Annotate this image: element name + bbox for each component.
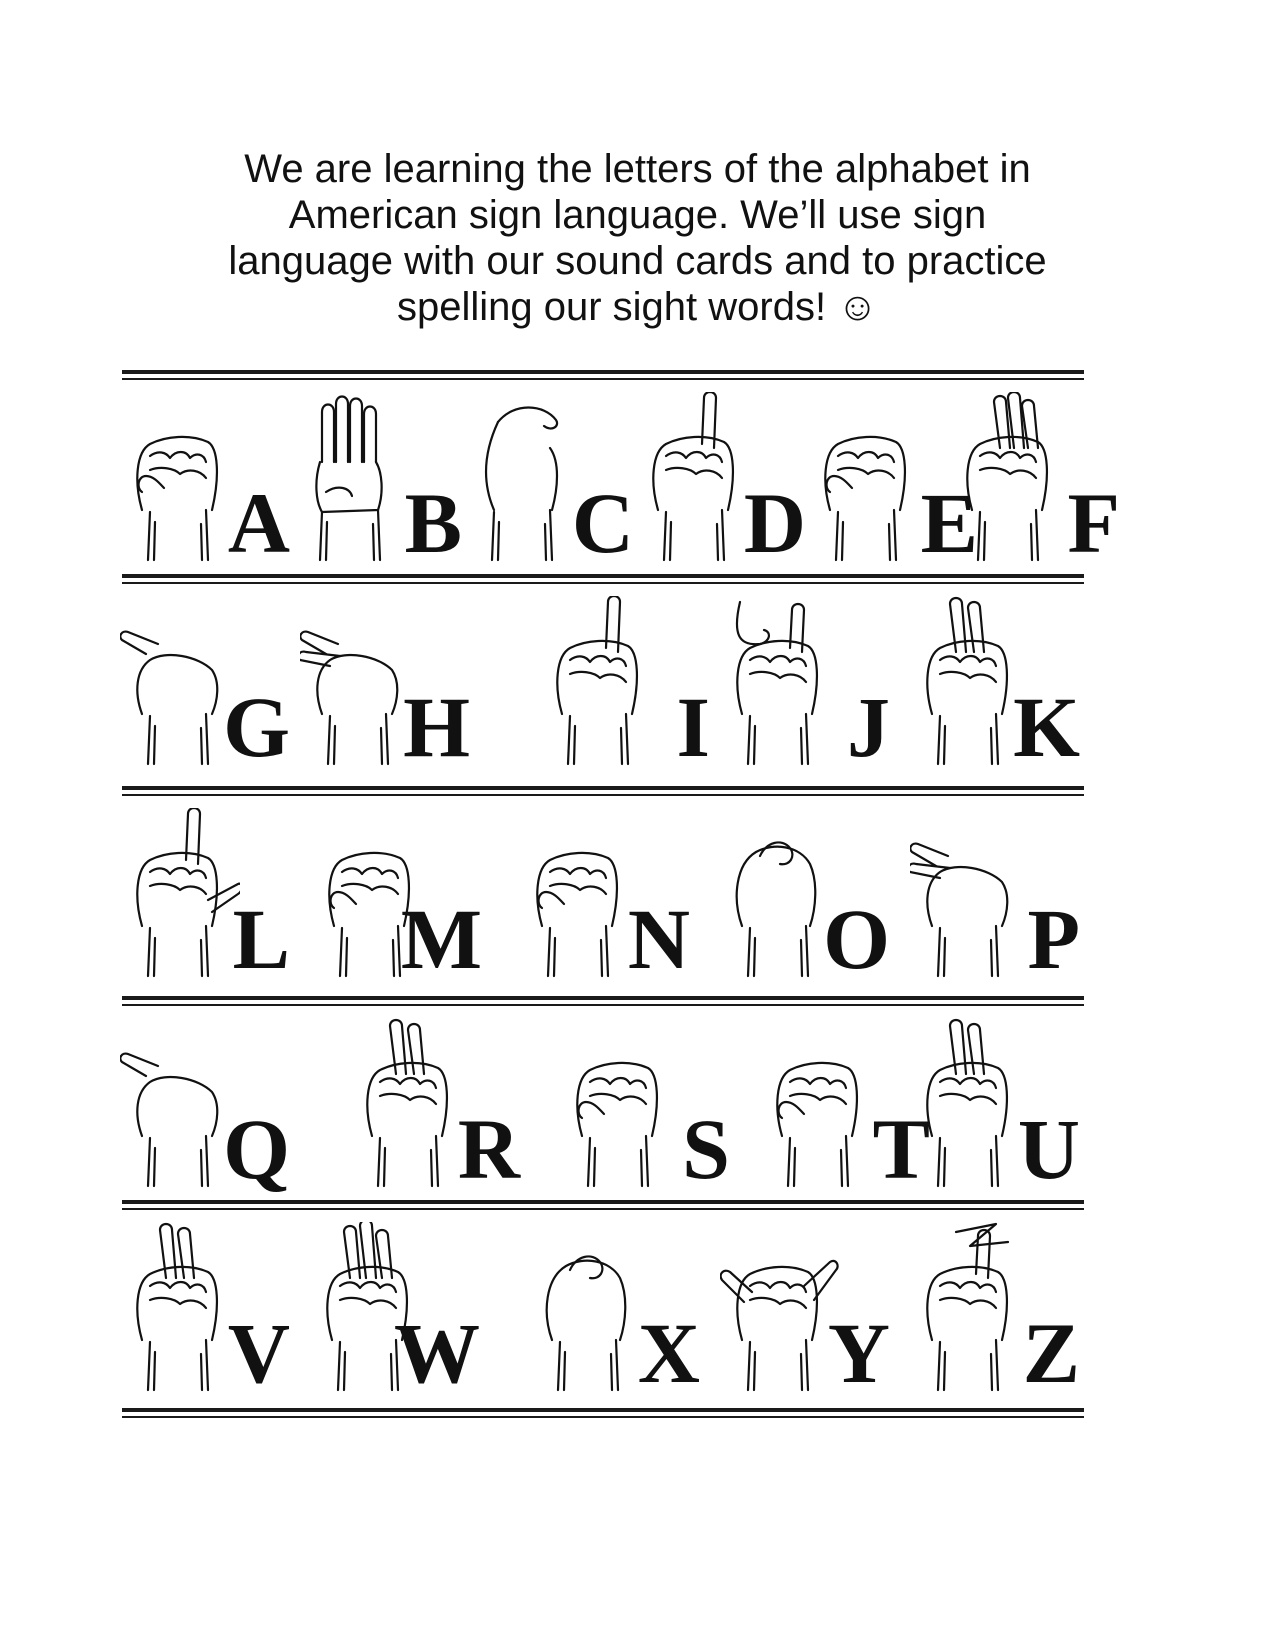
alphabet-letter: A (227, 475, 290, 571)
p-handshape-icon (910, 808, 1030, 978)
sign-letter-card (120, 808, 290, 988)
z-handshape-icon (910, 1222, 1030, 1392)
sign-letter-card (520, 808, 690, 988)
sign-letter-card (910, 808, 1080, 988)
alphabet-letter: V (227, 1305, 290, 1401)
divider-rule (122, 996, 1084, 1000)
k-handshape-icon (910, 596, 1030, 766)
divider-rule (122, 574, 1084, 578)
alphabet-letter: Z (1022, 1305, 1080, 1401)
alphabet-letter: T (872, 1101, 930, 1197)
y-handshape-icon (720, 1222, 840, 1392)
alphabet-letter: H (403, 679, 470, 775)
intro-line: spelling our sight words! ☺ (396, 285, 879, 329)
sign-letter-card (120, 1018, 290, 1198)
sign-letter-card (120, 1222, 290, 1402)
alphabet-letter: I (676, 679, 710, 775)
alphabet-letter: P (1027, 891, 1080, 987)
divider-rule (122, 1208, 1084, 1210)
alphabet-letter: Y (827, 1305, 890, 1401)
alphabet-letter: Q (223, 1101, 290, 1197)
r-handshape-icon (350, 1018, 470, 1188)
sign-letter-card (760, 1018, 930, 1198)
d-handshape-icon (636, 392, 756, 562)
divider-rule (122, 370, 1084, 374)
s-handshape-icon (560, 1018, 680, 1188)
divider-rule (122, 1416, 1084, 1418)
sign-letter-card (120, 392, 290, 572)
sign-letter-card (720, 1222, 890, 1402)
b-handshape-icon (292, 392, 412, 562)
c-handshape-icon (464, 392, 584, 562)
alphabet-letter: L (232, 891, 290, 987)
g-handshape-icon (120, 596, 240, 766)
alphabet-letter: M (400, 891, 482, 987)
j-handshape-icon (720, 596, 840, 766)
divider-rule (122, 378, 1084, 380)
alphabet-letter: E (920, 475, 978, 571)
alphabet-letter: G (223, 679, 290, 775)
divider-rule (122, 786, 1084, 790)
divider-rule (122, 582, 1084, 584)
alphabet-letter: R (457, 1101, 520, 1197)
i-handshape-icon (540, 596, 660, 766)
x-handshape-icon (530, 1222, 650, 1392)
sign-letter-card (636, 392, 806, 572)
alphabet-letter: B (404, 475, 462, 571)
sign-letter-card (310, 1222, 480, 1402)
v-handshape-icon (120, 1222, 240, 1392)
alphabet-letter: W (394, 1305, 480, 1401)
e-handshape-icon (808, 392, 928, 562)
divider-rule (122, 1408, 1084, 1412)
intro-line: American sign language. We’ll use sign (288, 193, 987, 237)
alphabet-letter: C (571, 475, 634, 571)
sign-letter-card (910, 1018, 1080, 1198)
intro-line: We are learning the letters of the alphabet in (244, 147, 1031, 191)
a-handshape-icon (120, 392, 240, 562)
q-handshape-icon (120, 1018, 240, 1188)
f-handshape-icon (950, 392, 1070, 562)
sign-letter-card (720, 808, 890, 988)
alphabet-letter: K (1013, 679, 1080, 775)
o-handshape-icon (720, 808, 840, 978)
alphabet-letter: S (682, 1101, 730, 1197)
sign-letter-card (300, 596, 470, 776)
divider-rule (122, 794, 1084, 796)
t-handshape-icon (760, 1018, 880, 1188)
alphabet-letter: X (637, 1305, 700, 1401)
u-handshape-icon (910, 1018, 1030, 1188)
sign-letter-card (292, 392, 462, 572)
sign-letter-card (560, 1018, 730, 1198)
alphabet-letter: J (847, 679, 890, 775)
divider-rule (122, 1004, 1084, 1006)
alphabet-letter: D (743, 475, 806, 571)
sign-letter-card (910, 596, 1080, 776)
alphabet-letter: N (627, 891, 690, 987)
sign-letter-card (530, 1222, 700, 1402)
sign-letter-card (950, 392, 1120, 572)
sign-letter-card (464, 392, 634, 572)
sign-letter-card (120, 596, 290, 776)
h-handshape-icon (300, 596, 420, 766)
divider-rule (122, 1200, 1084, 1204)
sign-letter-card (540, 596, 710, 776)
intro-line: language with our sound cards and to practice (228, 239, 1047, 283)
sign-letter-card (312, 808, 482, 988)
alphabet-letter: F (1067, 475, 1120, 571)
sign-letter-card (910, 1222, 1080, 1402)
sign-letter-card (350, 1018, 520, 1198)
alphabet-letter: U (1017, 1101, 1080, 1197)
l-handshape-icon (120, 808, 240, 978)
sign-letter-card (720, 596, 890, 776)
n-handshape-icon (520, 808, 640, 978)
alphabet-letter: O (823, 891, 890, 987)
